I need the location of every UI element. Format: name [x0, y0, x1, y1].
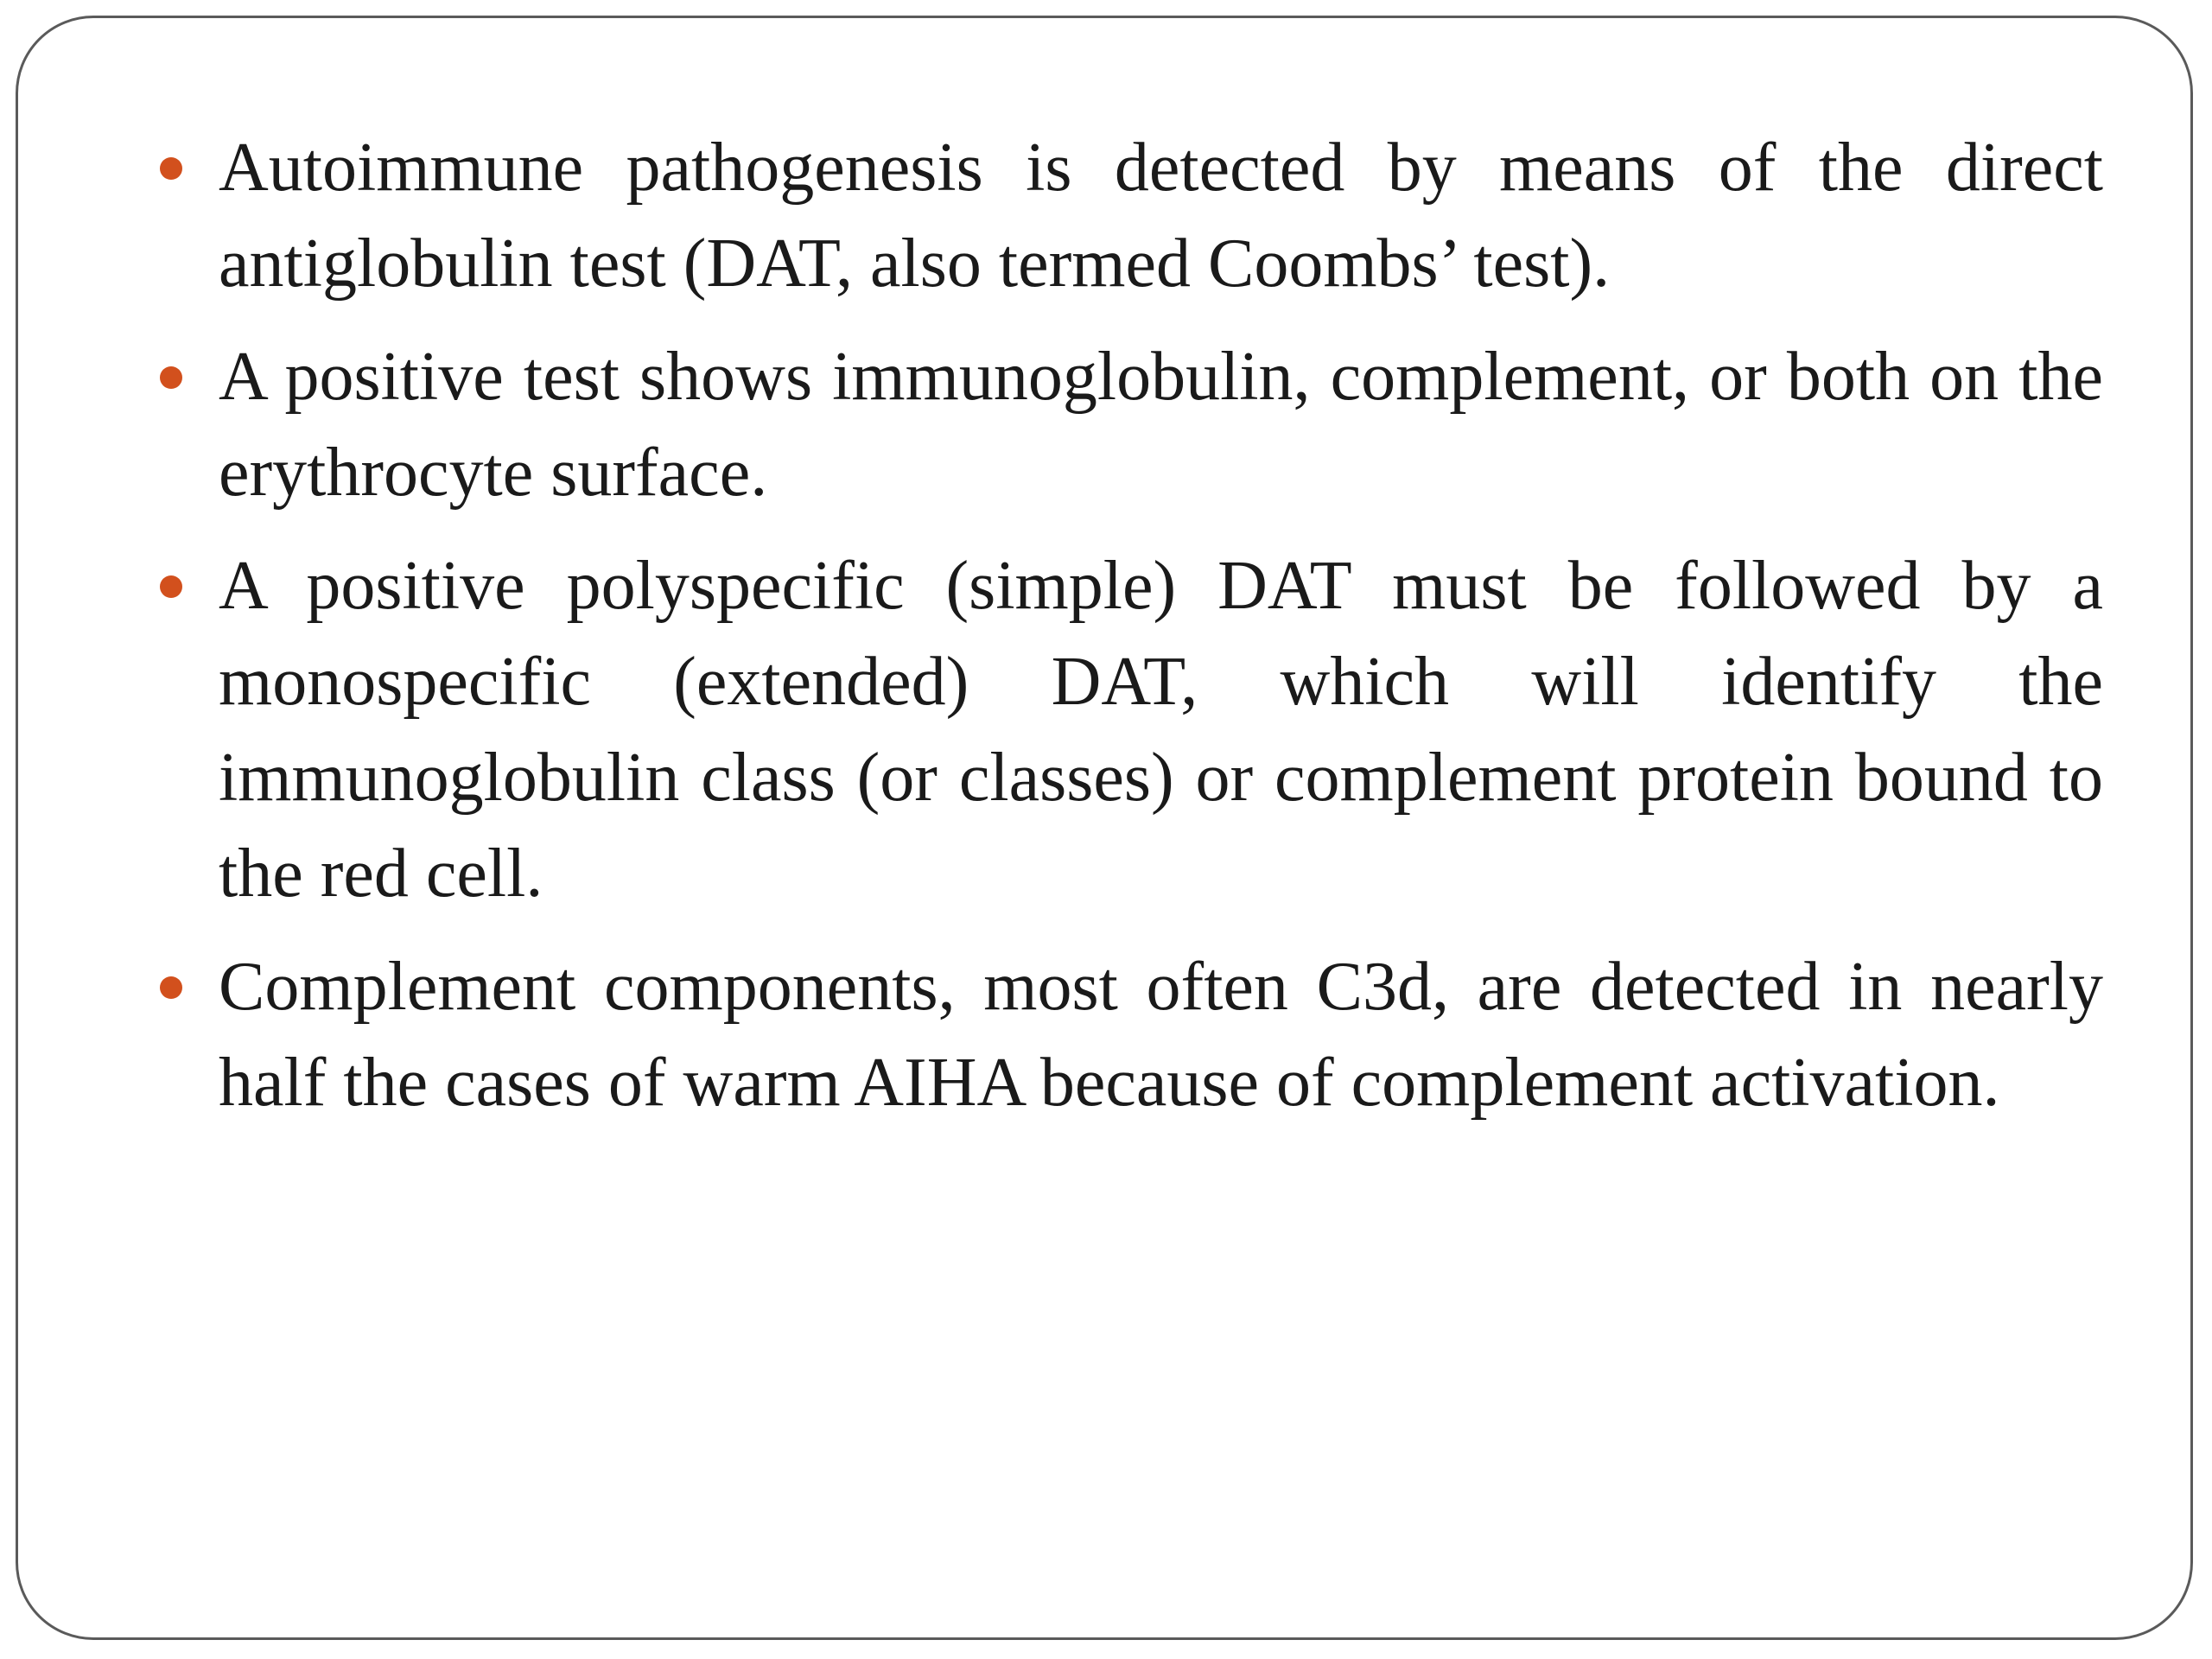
bullet-list — [155, 120, 2103, 1131]
slide-content — [155, 120, 2103, 1148]
bullet-dot-icon — [160, 366, 182, 389]
bullet-item-complement-components — [155, 939, 2103, 1131]
bullet-item-dat-detection — [155, 120, 2103, 312]
bullet-item-polyspecific-dat — [155, 538, 2103, 922]
bullet-item-positive-test — [155, 329, 2103, 521]
bullet-text: A positive test shows immunoglobulin, complement, or both on the erythrocyte surface. — [219, 339, 2103, 511]
bullet-dot-icon — [160, 575, 182, 598]
bullet-text: Complement components, most often C3d, are detected in nearly half the cases of warm AIHA because of complement activation. — [219, 949, 2103, 1121]
slide-frame — [16, 16, 2193, 1640]
bullet-dot-icon — [160, 157, 182, 180]
bullet-text: Autoimmune pathogenesis is detected by means of the direct antiglobulin test (DAT, also termed Coombs’ test). — [219, 130, 2103, 302]
bullet-dot-icon — [160, 976, 182, 999]
bullet-text: A positive polyspecific (simple) DAT must be followed by a monospecific (extended) DAT, which will identify the immunoglobulin class (or classes) or complement protein bound to the red cell. — [219, 548, 2103, 912]
